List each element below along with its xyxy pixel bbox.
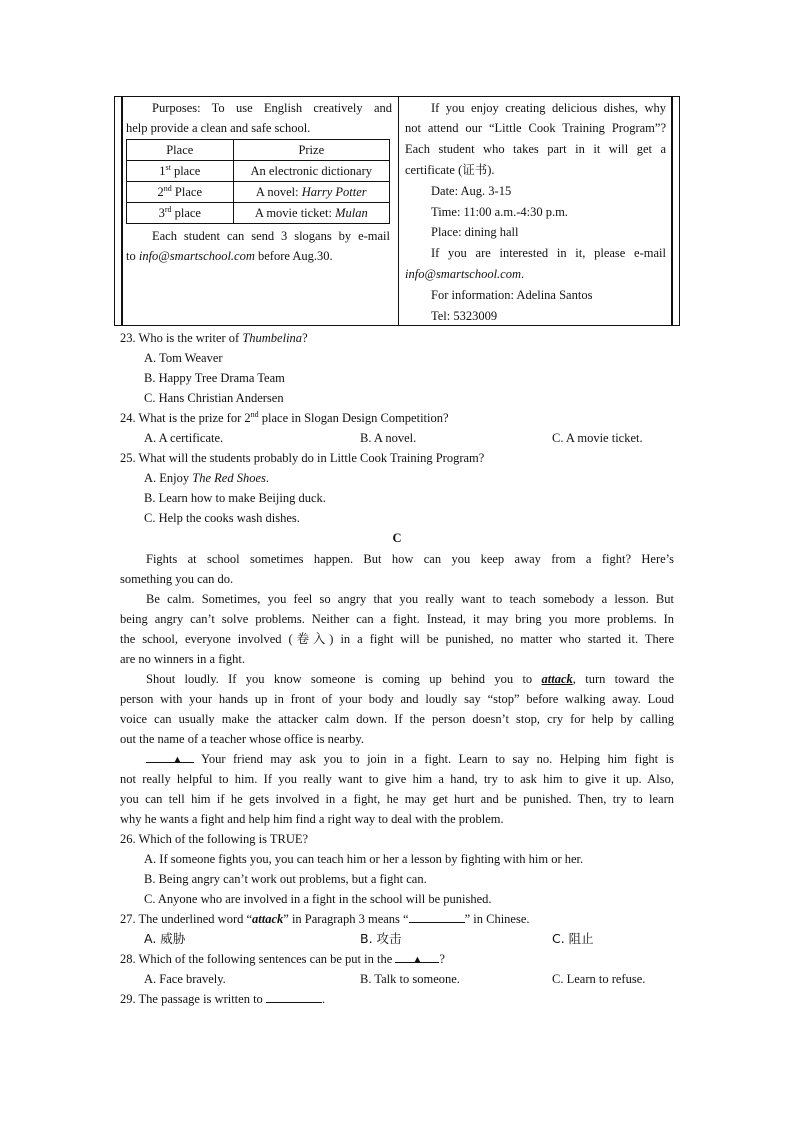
passage-p3-line-2: person with your hands up in front of your body and loudly say “stop” before walking away. Loud xyxy=(120,692,674,706)
place-cell: 2nd Place xyxy=(127,182,234,203)
prize-cell: A movie ticket: Mulan xyxy=(233,203,389,224)
cook-line-3: Each student who takes part in it will get a xyxy=(405,142,666,156)
cook-place: Place: dining hall xyxy=(431,225,519,239)
answer-blank xyxy=(395,949,439,966)
q25-option-b: B. Learn how to make Beijing duck. xyxy=(144,491,326,505)
question-29: 29. The passage is written to . xyxy=(120,989,325,1009)
q28-option-a: A. Face bravely. xyxy=(144,972,226,986)
passage-p4-line-1: ▲ Your friend may ask you to join in a fight. Learn to say no. Helping him fight is xyxy=(120,749,674,769)
passage-p1-line-2: something you can do. xyxy=(120,572,234,586)
passage-p2-line-3: the school, everyone involved (卷入) in a fight will be punished, no matter who started it. There xyxy=(120,632,674,646)
q23-option-c: C. Hans Christian Andersen xyxy=(144,391,284,405)
passage-p3-line-4: out the name of a teacher whose office is nearby. xyxy=(120,732,364,746)
cook-email-line: info@smartschool.com. xyxy=(405,267,525,281)
place-cell: 3rd place xyxy=(127,203,234,224)
cook-date: Date: Aug. 3-15 xyxy=(431,184,512,198)
send-line-1: Each student can send 3 slogans by e-mail xyxy=(152,229,390,243)
question-27: 27. The underlined word “attack” in Paragraph 3 means “ ” in Chinese. xyxy=(120,909,530,929)
table-row xyxy=(127,161,390,182)
passage-p3-line-3: voice can usually make the attacker calm down. If the person doesn’t stop, cry for help by calling xyxy=(120,712,674,726)
q26-option-b: B. Being angry can’t work out problems, but a fight can. xyxy=(144,872,427,886)
box-center-rule xyxy=(398,97,399,325)
passage-p1-line-1: Fights at school sometimes happen. But how can you keep away from a fight? Here’s xyxy=(146,552,674,566)
email-address: info@smartschool.com xyxy=(138,249,255,263)
prize-cell: A novel: Harry Potter xyxy=(233,182,389,203)
passage-p4-line-4: why he wants a fight and help him find a right way to deal with the problem. xyxy=(120,812,504,826)
prize-table xyxy=(126,139,390,224)
q27-option-a: A. 威胁 xyxy=(144,931,186,946)
cook-line-4: certificate (证书). xyxy=(405,163,495,177)
q23-option-b: B. Happy Tree Drama Team xyxy=(144,371,285,385)
answer-blank xyxy=(146,749,194,766)
passage-p3-line-1: Shout loudly. If you know someone is coming up behind you to attack, turn toward the xyxy=(146,672,674,686)
q28-option-b: B. Talk to someone. xyxy=(360,972,460,986)
send-line-2: to info@smartschool.com before Aug.30. xyxy=(126,249,333,263)
purposes-line-2: help provide a clean and safe school. xyxy=(126,121,311,135)
underlined-word: attack xyxy=(541,672,573,686)
cook-info: For information: Adelina Santos xyxy=(431,288,593,302)
passage-p2-line-4: are no winners in a fight. xyxy=(120,652,245,666)
passage-p4-line-3: you can tell him if he gets involved in a fight, he may get hurt and be punished. Then, try to learn xyxy=(120,792,674,806)
passage-p4-line-2: not really helpful to him. If you really want to give him a hand, try to ask him to give it up. Also, xyxy=(120,772,674,786)
prize-table-header xyxy=(127,140,390,161)
table-row xyxy=(127,182,390,203)
question-25: 25. What will the students probably do in Little Cook Training Program? xyxy=(120,451,485,465)
answer-blank xyxy=(409,909,465,923)
q23-option-a: A. Tom Weaver xyxy=(144,351,223,365)
q24-option-b: B. A novel. xyxy=(360,431,417,445)
answer-blank xyxy=(266,989,322,1003)
box-right-rule xyxy=(671,96,673,326)
header-place: Place xyxy=(127,140,234,161)
box-left-rule xyxy=(121,96,123,326)
q26-option-a: A. If someone fights you, you can teach him or her a lesson by fighting with him or her. xyxy=(144,852,584,866)
email-address: info@smartschool.com xyxy=(405,267,522,281)
table-row xyxy=(127,203,390,224)
passage-p2-line-2: being angry can’t solve problems. Neither can a fight. Instead, it may bring you more problems. In xyxy=(120,612,674,626)
cook-time: Time: 11:00 a.m.-4:30 p.m. xyxy=(431,205,568,219)
triangle-marker: ▲ xyxy=(172,754,183,766)
header-prize: Prize xyxy=(233,140,389,161)
question-28: 28. Which of the following sentences can be put in the ▲ ? xyxy=(120,949,445,969)
cook-line-8: If you are interested in it, please e-mail xyxy=(431,246,666,260)
passage-p2-line-1: Be calm. Sometimes, you feel so angry that you really want to teach somebody a lesson. But xyxy=(146,592,674,606)
section-heading: C xyxy=(392,531,402,545)
q27-option-b: B. 攻击 xyxy=(360,931,402,946)
cook-line-2: not attend our “Little Cook Training Program”? xyxy=(405,121,666,135)
question-24: 24. What is the prize for 2nd place in Slogan Design Competition? xyxy=(120,409,449,425)
q24-option-c: C. A movie ticket. xyxy=(552,431,643,445)
q27-option-c: C. 阻止 xyxy=(552,931,594,946)
cook-tel: Tel: 5323009 xyxy=(431,309,498,323)
q25-option-c: C. Help the cooks wash dishes. xyxy=(144,511,300,525)
question-23: 23. Who is the writer of Thumbelina? xyxy=(120,331,308,345)
q26-option-c: C. Anyone who are involved in a fight in the school will be punished. xyxy=(144,892,492,906)
prize-cell: An electronic dictionary xyxy=(233,161,389,182)
place-cell: 1st place xyxy=(127,161,234,182)
cook-line-1: If you enjoy creating delicious dishes, why xyxy=(431,101,666,115)
purposes-line-1: Purposes: To use English creatively and xyxy=(152,101,392,115)
q28-option-c: C. Learn to refuse. xyxy=(552,972,646,986)
question-26: 26. Which of the following is TRUE? xyxy=(120,832,309,846)
q25-option-a: A. Enjoy The Red Shoes. xyxy=(144,471,269,485)
triangle-marker: ▲ xyxy=(411,954,423,966)
q24-option-a: A. A certificate. xyxy=(144,431,224,445)
